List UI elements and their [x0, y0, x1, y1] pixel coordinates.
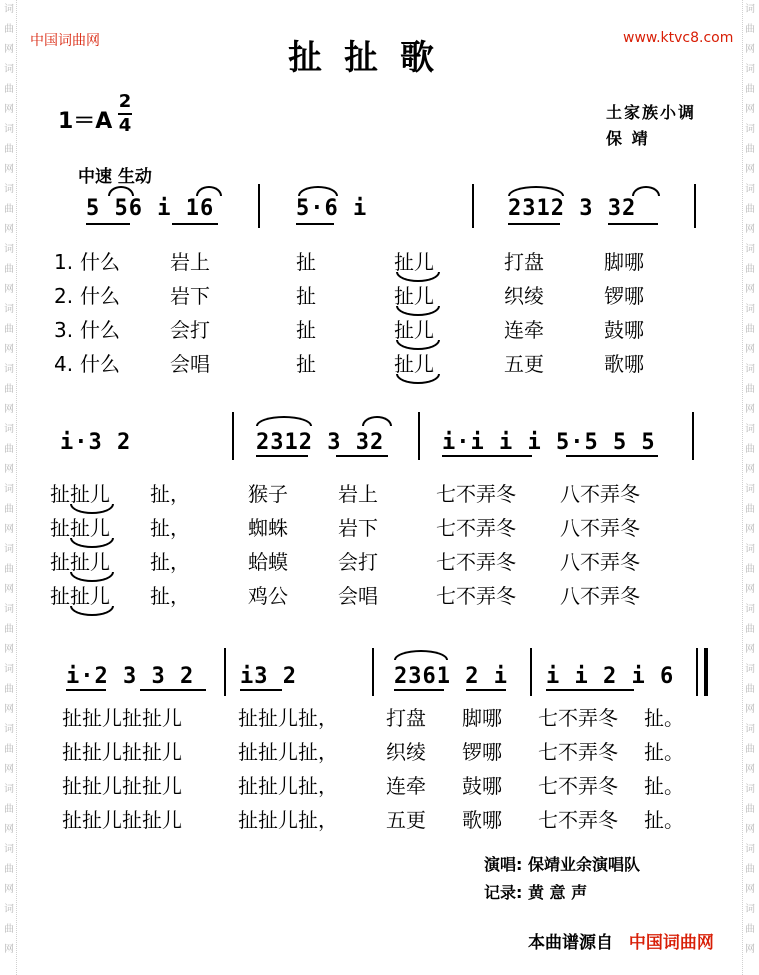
source-site-link[interactable]: 中国词曲网	[628, 933, 714, 953]
watermark-glyph: 词	[4, 4, 14, 15]
watermark-glyph: 词	[745, 4, 755, 15]
beam	[336, 455, 388, 457]
watermark-glyph: 网	[745, 584, 755, 595]
watermark-glyph: 词	[745, 784, 755, 795]
lyric-2-verse-1: 扯扯儿 扯， 猴子 岩上 七不弄冬 八不弄冬	[50, 482, 640, 506]
watermark-glyph: 词	[4, 244, 14, 255]
measure-3-4: i i 2 i 6	[546, 664, 675, 689]
watermark-glyph: 词	[4, 904, 14, 915]
watermark-glyph: 词	[745, 484, 755, 495]
watermark-glyph: 网	[4, 884, 14, 895]
watermark-glyph: 网	[745, 284, 755, 295]
watermark-glyph: 词	[4, 424, 14, 435]
watermark-glyph: 曲	[745, 144, 755, 155]
watermark-glyph: 网	[745, 224, 755, 235]
watermark-glyph: 曲	[4, 444, 14, 455]
measure-3-3: 2361 2 i	[394, 664, 508, 689]
watermark-glyph: 曲	[745, 624, 755, 635]
watermark-glyph: 网	[4, 824, 14, 835]
beam	[240, 689, 282, 691]
barline	[530, 648, 532, 696]
watermark-glyph: 曲	[745, 864, 755, 875]
watermark-glyph: 曲	[4, 744, 14, 755]
tempo-marking: 中速 生动	[78, 167, 152, 187]
watermark-glyph: 曲	[4, 504, 14, 515]
lyric-tie	[396, 374, 440, 384]
watermark-glyph: 网	[745, 884, 755, 895]
watermark-glyph: 曲	[745, 264, 755, 275]
beam	[442, 455, 532, 457]
lyric-2-verse-2: 扯扯儿 扯， 蜘蛛 岩下 七不弄冬 八不弄冬	[50, 516, 640, 540]
watermark-glyph: 曲	[745, 564, 755, 575]
watermark-glyph: 网	[4, 104, 14, 115]
watermark-glyph: 网	[4, 584, 14, 595]
watermark-glyph: 网	[4, 284, 14, 295]
time-signature	[118, 92, 132, 136]
watermark-glyph: 词	[4, 364, 14, 375]
song-title: 扯扯歌	[288, 38, 456, 78]
beam	[566, 455, 658, 457]
slur	[394, 650, 448, 660]
watermark-glyph: 词	[745, 364, 755, 375]
watermark-glyph: 曲	[745, 744, 755, 755]
watermark-glyph: 词	[745, 124, 755, 135]
watermark-glyph: 网	[4, 764, 14, 775]
watermark-glyph: 曲	[4, 204, 14, 215]
slur	[362, 416, 392, 426]
watermark-glyph: 曲	[4, 24, 14, 35]
watermark-glyph: 词	[745, 184, 755, 195]
beam	[508, 223, 560, 225]
watermark-glyph: 曲	[745, 444, 755, 455]
watermark-glyph: 网	[745, 464, 755, 475]
barline	[258, 184, 260, 228]
watermark-glyph: 词	[4, 124, 14, 135]
watermark-glyph: 曲	[4, 684, 14, 695]
lyric-1-verse-3: 3. 什么 会打 扯 扯儿 连牵 鼓哪	[54, 318, 644, 342]
song-origin: 土家族小调	[606, 103, 697, 122]
left-watermark-strip	[2, 0, 17, 975]
watermark-glyph: 词	[745, 664, 755, 675]
watermark-glyph: 词	[4, 664, 14, 675]
watermark-glyph: 词	[745, 844, 755, 855]
watermark-glyph: 网	[4, 164, 14, 175]
time-signature-bottom: 4	[118, 115, 132, 136]
barline	[418, 412, 420, 460]
performer-credit	[484, 852, 640, 875]
watermark-glyph: 词	[745, 244, 755, 255]
key-signature: 1＝A	[58, 109, 113, 134]
lyric-2-verse-4: 扯扯儿 扯， 鸡公 会唱 七不弄冬 八不弄冬	[50, 584, 640, 608]
watermark-glyph: 词	[4, 304, 14, 315]
watermark-glyph: 曲	[4, 864, 14, 875]
lyric-tie	[70, 606, 114, 616]
performer-name: 保靖业余演唱队	[527, 855, 640, 874]
watermark-glyph: 词	[4, 784, 14, 795]
lyric-1-verse-1: 1. 什么 岩上 扯 扯儿 打盘 脚哪	[54, 250, 644, 274]
beam	[172, 223, 218, 225]
watermark-glyph: 网	[4, 644, 14, 655]
beam	[546, 689, 634, 691]
watermark-glyph: 曲	[4, 144, 14, 155]
measure-1-2: 5·6 i	[296, 196, 368, 221]
lyric-1-verse-4: 4. 什么 会唱 扯 扯儿 五更 歌哪	[54, 352, 644, 376]
watermark-glyph: 曲	[745, 24, 755, 35]
performer-label: 演唱:	[484, 855, 523, 874]
watermark-glyph: 网	[745, 164, 755, 175]
watermark-glyph: 词	[4, 844, 14, 855]
watermark-glyph: 网	[4, 524, 14, 535]
beam	[140, 689, 206, 691]
lyric-3-verse-2: 扯扯儿扯扯儿 扯扯儿扯， 织绫 锣哪 七不弄冬 扯。	[62, 740, 684, 764]
watermark-glyph: 词	[745, 724, 755, 735]
watermark-glyph: 曲	[745, 504, 755, 515]
measure-3-2: i3 2	[240, 664, 297, 689]
recorder-name: 黄 意 声	[527, 883, 588, 902]
watermark-glyph: 网	[745, 824, 755, 835]
watermark-glyph: 曲	[745, 204, 755, 215]
watermark-glyph: 网	[745, 704, 755, 715]
watermark-glyph: 曲	[4, 564, 14, 575]
watermark-glyph: 曲	[4, 924, 14, 935]
beam	[66, 689, 106, 691]
time-signature-top: 2	[118, 91, 132, 112]
beam	[608, 223, 658, 225]
right-watermark-strip	[742, 0, 757, 975]
lyric-3-verse-4: 扯扯儿扯扯儿 扯扯儿扯， 五更 歌哪 七不弄冬 扯。	[62, 808, 684, 832]
watermark-glyph: 词	[745, 304, 755, 315]
watermark-glyph: 网	[745, 764, 755, 775]
watermark-glyph: 曲	[4, 804, 14, 815]
arranger: 保 靖	[606, 129, 650, 148]
watermark-glyph: 网	[4, 464, 14, 475]
source-label: 本曲谱源自	[528, 933, 613, 953]
watermark-glyph: 网	[745, 524, 755, 535]
watermark-glyph: 曲	[4, 324, 14, 335]
beam	[296, 223, 334, 225]
lyric-3-verse-1: 扯扯儿扯扯儿 扯扯儿扯， 打盘 脚哪 七不弄冬 扯。	[62, 706, 684, 730]
site-watermark-right: www.ktvc8.com	[623, 30, 734, 46]
measure-2-1: i·3 2	[60, 430, 132, 455]
watermark-glyph: 网	[4, 44, 14, 55]
watermark-glyph: 词	[745, 544, 755, 555]
beam	[86, 223, 130, 225]
watermark-glyph: 词	[745, 424, 755, 435]
watermark-glyph: 曲	[4, 384, 14, 395]
measure-2-3: i·i i i 5·5 5 5	[442, 430, 656, 455]
watermark-glyph: 词	[745, 904, 755, 915]
measure-1-1: 5 56 i 16	[86, 196, 215, 221]
watermark-glyph: 曲	[745, 384, 755, 395]
recorder-label: 记录:	[484, 883, 523, 902]
barline	[232, 412, 234, 460]
watermark-glyph: 网	[745, 104, 755, 115]
watermark-glyph: 词	[4, 544, 14, 555]
watermark-glyph: 词	[4, 484, 14, 495]
slur	[632, 186, 660, 196]
beam	[466, 689, 506, 691]
watermark-glyph: 曲	[4, 624, 14, 635]
watermark-glyph: 词	[4, 64, 14, 75]
lyric-3-verse-3: 扯扯儿扯扯儿 扯扯儿扯， 连牵 鼓哪 七不弄冬 扯。	[62, 774, 684, 798]
slur	[298, 186, 338, 196]
watermark-glyph: 曲	[745, 84, 755, 95]
watermark-glyph: 网	[745, 644, 755, 655]
measure-2-2: 2312 3 32	[256, 430, 385, 455]
slur	[256, 416, 312, 426]
watermark-glyph: 曲	[745, 924, 755, 935]
watermark-glyph: 网	[745, 44, 755, 55]
recorder-credit	[484, 880, 587, 903]
final-barline	[704, 648, 708, 696]
barline	[692, 412, 694, 460]
watermark-glyph: 网	[4, 344, 14, 355]
watermark-glyph: 网	[4, 224, 14, 235]
watermark-glyph: 词	[745, 604, 755, 615]
watermark-glyph: 曲	[745, 324, 755, 335]
source-note	[528, 928, 714, 953]
slur	[108, 186, 134, 196]
lyric-1-verse-2: 2. 什么 岩下 扯 扯儿 织绫 锣哪	[54, 284, 644, 308]
watermark-glyph: 词	[4, 604, 14, 615]
watermark-glyph: 词	[745, 64, 755, 75]
barline	[224, 648, 226, 696]
measure-1-3: 2312 3 32	[508, 196, 637, 221]
watermark-glyph: 网	[4, 704, 14, 715]
barline	[694, 184, 696, 228]
watermark-glyph: 曲	[4, 84, 14, 95]
watermark-glyph: 网	[745, 344, 755, 355]
watermark-glyph: 网	[4, 404, 14, 415]
measure-3-1: i·2 3 3 2	[66, 664, 195, 689]
barline	[372, 648, 374, 696]
barline	[696, 648, 698, 696]
site-watermark-left: 中国词曲网	[30, 33, 100, 49]
lyric-2-verse-3: 扯扯儿 扯， 蛤蟆 会打 七不弄冬 八不弄冬	[50, 550, 640, 574]
watermark-glyph: 曲	[4, 264, 14, 275]
slur	[196, 186, 222, 196]
watermark-glyph: 曲	[745, 684, 755, 695]
beam	[394, 689, 444, 691]
watermark-glyph: 网	[4, 944, 14, 955]
watermark-glyph: 网	[745, 944, 755, 955]
watermark-glyph: 词	[4, 184, 14, 195]
barline	[472, 184, 474, 228]
slur	[508, 186, 564, 196]
watermark-glyph: 网	[745, 404, 755, 415]
watermark-glyph: 词	[4, 724, 14, 735]
watermark-glyph: 曲	[745, 804, 755, 815]
beam	[256, 455, 308, 457]
